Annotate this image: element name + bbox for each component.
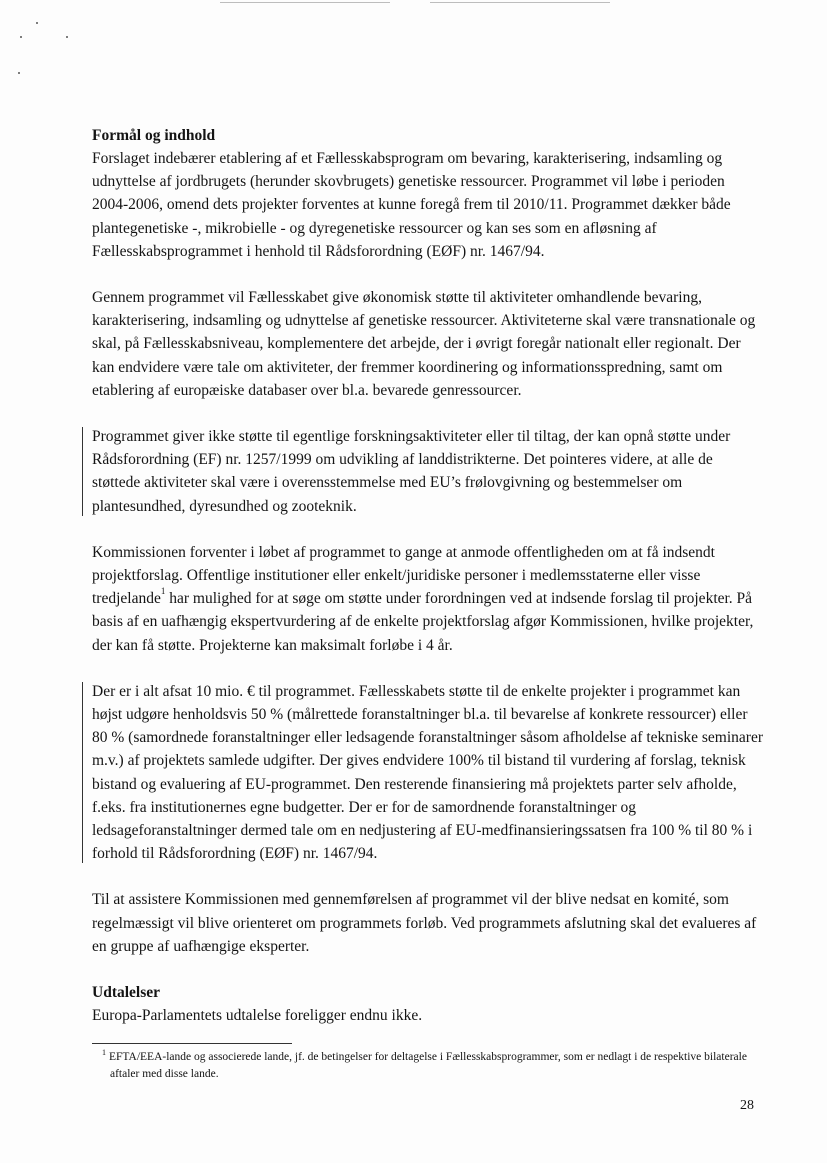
- page-number: 28: [740, 1098, 754, 1113]
- paragraph-committee: Til at assistere Kommissionen med gennemførelsen af programmet vil der blive nedsat en komité, som regelmæssigt vil blive orienteret om programmets forløb. Ved programmets afslutning skal det evalueres af en gruppe af uafhængige eksperter.: [92, 891, 757, 955]
- section-heading-purpose: Formål og indhold: [92, 127, 216, 144]
- section-heading-statements: Udtalelser: [92, 984, 161, 1002]
- scan-speck: [36, 22, 38, 24]
- scan-artifact-line: [430, 2, 610, 3]
- footnote: [102, 1048, 762, 1083]
- scan-speck: [66, 36, 68, 38]
- change-bar: [82, 682, 83, 864]
- document-body: [92, 124, 764, 1027]
- paragraph-proposal: Forslaget indebærer etablering af et Fællesskabsprogram om bevaring, karakterisering, indsamling og udnyttelse af jordbrugets (herunder skovbrugets) genetiske ressourcer. Programmet vil løbe i perioden 2004-2006, omend dets projekter forventes at kunne foregå frem til 2010/11. Programmet dækker både plantegenetiske -, mikrobielle - og dyregenetiske ressourcer og kan ses som en afløsning af Fællesskabsprogrammet i henhold til Rådsforordning (EØF) nr. 1467/94.: [92, 150, 731, 260]
- footnote-mark: 1: [102, 1048, 106, 1057]
- paragraph-commission-calls: [92, 541, 764, 657]
- scan-speck: [20, 36, 22, 38]
- scan-speck: [18, 72, 20, 74]
- paragraph-support: Gennem programmet vil Fællesskabet give økonomisk støtte til aktiviteter omhandlende bevaring, karakterisering, indsamling og udnyttelse af genetiske ressourcer. Aktiviteterne skal være transnationale og skal, på Fællesskabsniveau, komplementere det arbejde, der i øvrigt foregår nationalt eller regionalt. Der kan endvidere være tale om aktiviteter, der fremmer koordinering og informationsspredning, samt om etablering af europæiske databaser over bl.a. bevarede genressourcer.: [92, 289, 756, 399]
- paragraph-text: har mulighed for at søge om støtte under forordningen ved at indsende forslag til projekter. På basis af en uafhængig ekspertvurdering af de enkelte projektforslag afgør Kommissionen, hvilke projekter, der kan få støtte. Projekterne kan maksimalt forløbe i 4 år.: [92, 590, 754, 654]
- change-bar: [82, 427, 83, 516]
- paragraph-budget: Der er i alt afsat 10 mio. € til programmet. Fællesskabets støtte til de enkelte projekter i programmet kan højst udgøre henholdsvis 50 % (målrettede foranstaltninger bl.a. til bevarelse af konkrete ressourcer) eller 80 % (samordnede foranstaltninger eller ledsagende foranstaltninger såsom afholdelse af tekniske seminarer m.v.) af projektets samlede udgifter. Der gives endvidere 100% til bistand til vurdering af forslag, teknisk bistand og evaluering af EU-programmet. Den resterende finansiering må projektets parter selv afholde, f.eks. fra institutionernes egne budgetter. Der er for de samordnende foranstaltninger og ledsageforanstaltninger dermed tale om en nedjustering af EU-medfinansieringssatsen fra 100 % til 80 % i forhold til Rådsforordning (EØF) nr. 1467/94.: [92, 682, 763, 863]
- footnote-text: EFTA/EEA-lande og associerede lande, jf. de betingelser for deltagelse i Fællesskabsprogrammer, som er nedlagt i de respektive bilaterale aftaler med disse lande.: [109, 1051, 747, 1080]
- paragraph-parliament-statement: Europa-Parlamentets udtalelse foreligger endnu ikke.: [92, 1007, 423, 1025]
- changed-block-1: [92, 425, 764, 518]
- footnote-divider: [92, 1043, 292, 1044]
- paragraph-text: Kommissionen forventer i løbet af programmet to gange at anmode offentligheden om at få indsendt projektforslag. Offentlige institutioner eller enkelt/juridiske personer i medlemsstaterne eller visse tredjelande: [92, 543, 715, 608]
- changed-block-2: [92, 680, 764, 866]
- scan-artifact-line: [220, 2, 390, 3]
- footnote-reference: 1: [160, 586, 166, 597]
- paragraph-no-research-support: Programmet giver ikke støtte til egentlige forskningsaktiviteter eller til tiltag, der kan opnå støtte under Rådsforordning (EF) nr. 1257/1999 om udvikling af landdistrikterne. Det pointeres videre, at alle de støttede aktiviteter skal være i overensstemmelse med EU’s frølovgivning og bestemmelser om plantesundhed, dyresundhed og zooteknik.: [92, 428, 731, 515]
